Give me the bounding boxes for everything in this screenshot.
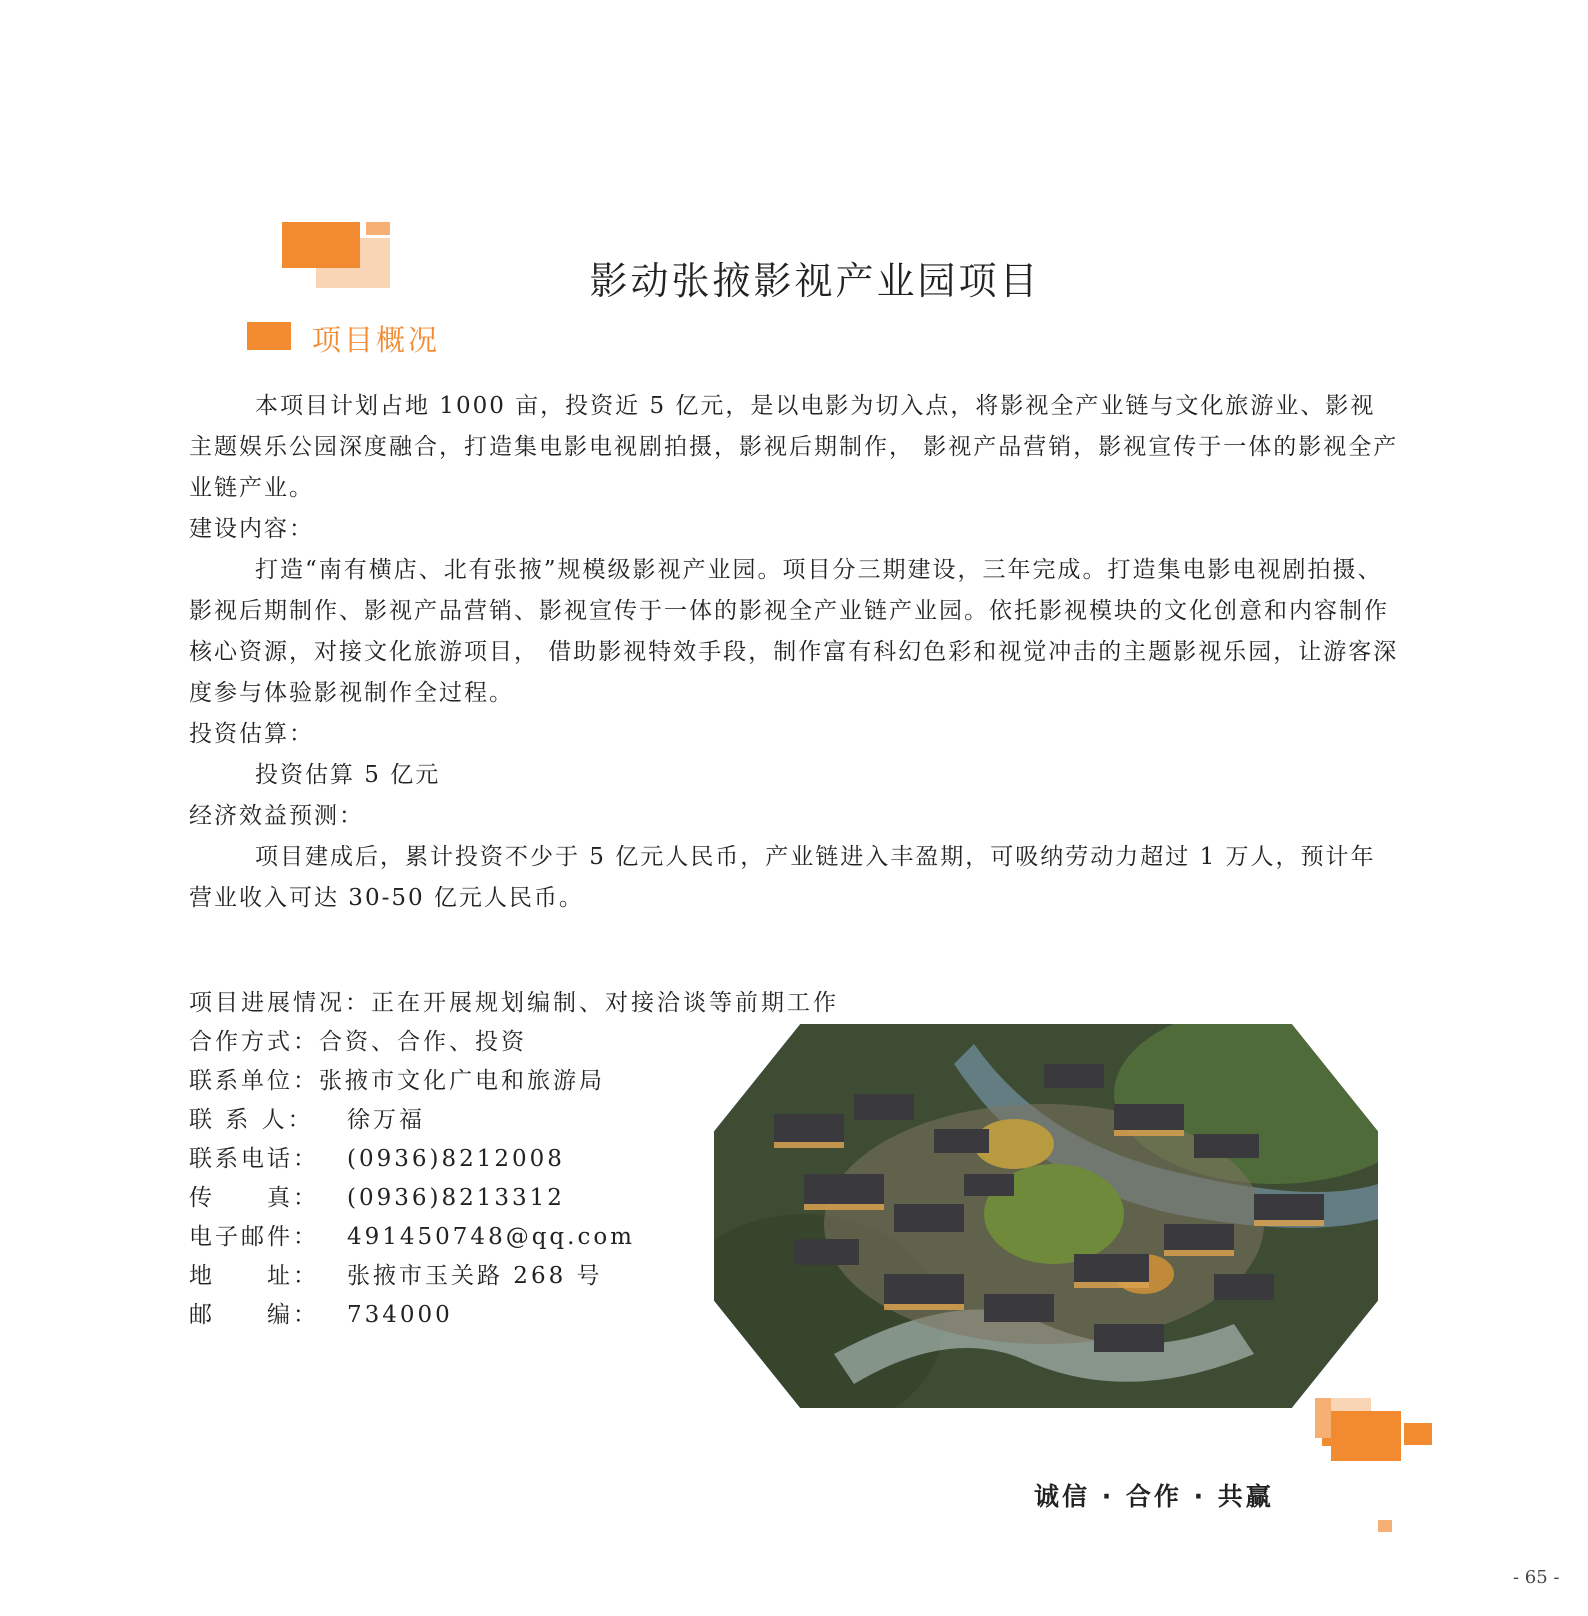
- decor-square-mid-bottom: [1315, 1398, 1331, 1438]
- contact-row-email: [189, 1218, 709, 1257]
- benefit-paragraph: 项目建成后，累计投资不少于 5 亿元人民币，产业链进入丰盈期，可吸纳劳动力超过 1 万人，预计年营业收入可达 30-50 亿元人民币。: [189, 844, 1376, 911]
- section-heading-marker: [247, 322, 291, 350]
- contact-key: 联 系 人：: [189, 1107, 314, 1133]
- contact-row-progress: [189, 984, 839, 1023]
- contact-value: 徐万福: [347, 1107, 425, 1133]
- page-title: 影动张掖影视产业园项目: [589, 259, 1041, 303]
- contact-key: 合作方式：: [189, 1029, 319, 1055]
- contact-key: 地 址：: [189, 1263, 319, 1289]
- contact-row-phone: [189, 1140, 709, 1179]
- contact-row-unit: [189, 1062, 709, 1101]
- contact-key: 电子邮件：: [189, 1224, 319, 1250]
- decor-square-small-top: [366, 222, 390, 235]
- contact-key: 传 真：: [189, 1185, 319, 1211]
- decor-square-right-bottom: [1404, 1423, 1432, 1445]
- page-number: - 65 -: [1513, 1567, 1560, 1588]
- decor-square-dot-bottom: [1378, 1520, 1392, 1532]
- contact-value: (0936)8213312: [347, 1185, 565, 1211]
- contact-value: 491450748@qq.com: [347, 1224, 635, 1250]
- contact-value: 张掖市玉关路 268 号: [347, 1263, 603, 1289]
- benefit-label: 经济效益预测：: [189, 803, 364, 829]
- overview-paragraph: 本项目计划占地 1000 亩，投资近 5 亿元，是以电影为切入点，将影视全产业链与文化旅游业、影视主题娱乐公园深度融合，打造集电影电视剧拍摄，影视后期制作， 影视产品营销，影视宣传于一体的影视全产业链产业。: [189, 393, 1399, 501]
- contact-value: 合资、合作、投资: [319, 1029, 527, 1055]
- contact-info: [189, 984, 839, 1335]
- contact-value: 张掖市文化广电和旅游局: [319, 1068, 605, 1094]
- contact-value: (0936)8212008: [347, 1146, 565, 1172]
- contact-row-address: [189, 1257, 709, 1296]
- contact-row-cooperation: [189, 1023, 709, 1062]
- construction-label: 建设内容：: [189, 516, 314, 542]
- decor-square-orange-bottom: [1331, 1411, 1401, 1461]
- contact-row-person: [189, 1101, 709, 1140]
- contact-row-postcode: [189, 1296, 709, 1335]
- contact-key: 联系电话：: [189, 1146, 319, 1172]
- contact-key: 联系单位：: [189, 1068, 319, 1094]
- body-content: [189, 386, 1399, 919]
- slogan: 诚信 · 合作 · 共赢: [1034, 1482, 1274, 1511]
- contact-value: 正在开展规划编制、对接洽谈等前期工作: [371, 990, 839, 1016]
- contact-key: 邮 编：: [189, 1302, 319, 1328]
- aerial-rendering-image: [714, 1024, 1378, 1408]
- construction-paragraph: 打造“南有横店、北有张掖”规模级影视产业园。项目分三期建设，三年完成。打造集电影电视剧拍摄、影视后期制作、影视产品营销、影视宣传于一体的影视全产业链产业园。依托影视模块的文化创意和内容制作核心资源，对接文化旅游项目， 借助影视特效手段，制作富有科幻色彩和视觉冲击的主题影视乐园，让游客深度参与体验影视制作全过程。: [189, 557, 1399, 706]
- investment-paragraph: 投资估算 5 亿元: [255, 762, 441, 788]
- contact-row-fax: [189, 1179, 709, 1218]
- contact-value: 734000: [347, 1302, 453, 1328]
- investment-label: 投资估算：: [189, 721, 314, 747]
- section-heading: 项目概况: [312, 323, 441, 357]
- contact-key: 项目进展情况：: [189, 990, 371, 1016]
